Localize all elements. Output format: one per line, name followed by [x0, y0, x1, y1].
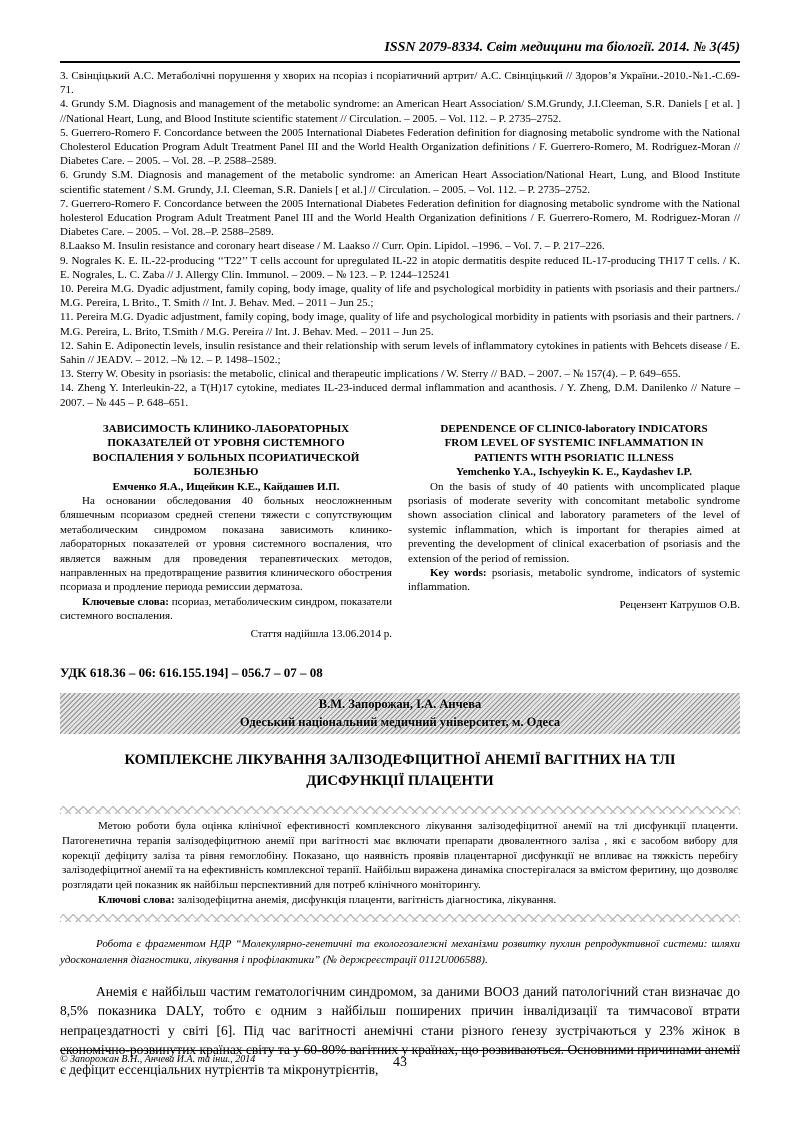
- abstract-en-title: DEPENDENCE OF CLINIC0-laboratory INDICATORS FROM LEVEL OF SYSTEMIC INFLAMMATION IN PATIENTS WITH PSORIATIC ILLNESS: [440, 422, 708, 464]
- zigzag-divider-bottom: [60, 914, 740, 922]
- abstract-ru-keywords-line: [60, 595, 392, 624]
- page-footer: [60, 1050, 740, 1070]
- abstracts-section: [60, 422, 740, 641]
- udk-code: УДК 618.36 – 06: 616.155.194] – 056.7 – 07 – 08: [60, 664, 323, 680]
- reference-item: 7. Guerrero-Romero F. Concordance between the 2005 International Diabetes Federation definition for diagnosing metabolic syndrome with the National holesterol Education Program Adult Treatment Panel III and the World Health Organization definitions / F. Guerrero-Romero, M. Rodriguez-Moran // Diabetes Care. – 2005. – Vol. 28.–P. 2588–2589.: [60, 197, 740, 239]
- reference-item: 10. Pereira M.G. Dyadic adjustment, family coping, body image, quality of life and psychological morbidity in patients with psoriasis and their partners./ M.G. Pereira, L Brito., T. Smith // Int. J. Behav. Med. – 2011 – Jun 25.;: [60, 283, 740, 310]
- abstract-en-body: On the basis of study of 40 patients with uncomplicated plaque psoriasis of moderate severity with concomitant metabolic syndrome shown association clinical and laboratory parameters of the level of systemic inflammation, which is important for therapies aimed at preventing the development of clinical exacerbation of psoriasis and the extension of the period of remission.: [408, 480, 740, 565]
- annotation-text: Метою роботи була оцінка клінічної ефективності комплексного лікування залізодефіцитної анемії на тлі дисфункції плаценти. Патогенетична терапія залізодефіцитною анемії при вагітності має включати препарати двовалентного заліза , які є засобом вибору для корекції дефіциту заліза та рівня гемоглобіну. Показано, що наявність проявів плацентарної дисфункції не впливає на тяжкість перебігу залізодефіцитної анемії та на ефективність комплексної терапії. Найбільш виражена динаміка спостерігалася за вмістом феритину, що дозволяє розглядати цей показник як найбільш перспективний для потреб клінічного моніторингу.: [62, 819, 738, 892]
- annotation-keywords-label: Ключові слова:: [98, 893, 175, 906]
- reference-item: 4. Grundy S.M. Diagnosis and management of the metabolic syndrome: an American Heart Association/ S.M.Grundy, J.I.Cleeman, S.R. Daniels [ et al. ] //National Heart, Lung, and Blood Institute scientific statement // Circulation. – 2005. – Vol. 112. – P. 2735–2752.: [60, 98, 740, 125]
- annotation-keywords: залізодефіцитна анемія, дисфункція плаценти, вагітність діагностика, лікування.: [177, 893, 557, 906]
- reference-item: 5. Guerrero-Romero F. Concordance between the 2005 International Diabetes Federation definition for diagnosing metabolic syndrome with the National Cholesterol Education Program Adult Treatment Panel III and the World Health Organization definitions / F. Guerrero-Romero, M. Rodriguez-Moran // Diabetes Care. – 2005. – Vol. 28. –P. 2588–2589.: [60, 126, 740, 168]
- reference-item: 11. Pereira M.G. Dyadic adjustment, family coping, body image, quality of life and psychological morbidity in patients with psoriasis and their partners. / M.G. Pereira, L. Brito, T.Smith / M.G. Pereira // Int. J. Behav. Med. – 2011 – Jun 25.: [60, 311, 740, 338]
- article-authors: В.М. Запорожан, І.А. Анчева: [318, 696, 482, 711]
- annotation-content: [60, 814, 740, 914]
- article-title: КОМПЛЕКСНЕ ЛІКУВАННЯ ЗАЛІЗОДЕФІЦИТНОЇ АНЕМІЇ ВАГІТНИХ НА ТЛІ ДИСФУНКЦІЇ ПЛАЦЕНТИ: [124, 751, 676, 789]
- reference-item: 12. Sahin E. Adiponectin levels, insulin resistance and their relationship with serum levels of inflammatory cytokines in patients with Behcets disease / E. Sahin // JEADV. – 2012. –№ 12. – P. 1498–1502.;: [60, 339, 740, 367]
- abstract-en-keywords-label: Key words:: [430, 566, 487, 579]
- abstract-ru-keywords: псориаз, метаболическим синдром, показатели системного воспаления.: [60, 595, 392, 623]
- reference-item: 9. Nograles K. E. IL-22-producing ‘‘T22’’ T cells account for upregulated IL-22 in atopic dermatitis despite reduced IL-17-producing TH17 T cells. / K. E. Nograles, L. C. Zaba // J. Allergy Clin. Immunol. – 2009. – № 123. – P. 1244–125241: [60, 254, 740, 281]
- zigzag-divider-top: [60, 806, 740, 814]
- abstract-ru-authors: Емченко Я.А., Ищейкин К.Е., Кайдашев И.П.: [112, 480, 340, 493]
- reference-item: 14. Zheng Y. Interleukin-22, a T(H)17 cytokine, mediates IL-23-induced dermal inflammation and acanthosis. / Y. Zheng, D.M. Danilenko // Nature – 2007. – № 445 – P. 648–651.: [60, 382, 740, 409]
- reference-item: 13. Sterry W. Obesity in psoriasis: the metabolic, clinical and therapeutic implications / W. Sterry // BAD. – 2007. – № 157(4). – P. 649–655.: [60, 368, 681, 381]
- abstract-english: [408, 422, 740, 641]
- article-authors-block: [60, 693, 740, 734]
- journal-header: ISSN 2079-8334. Світ медицини та біології. 2014. № 3(45): [60, 40, 740, 63]
- abstract-en-authors: Yemchenko Y.A., Ischyeykin K. E., Kaydashev I.P.: [456, 466, 692, 479]
- reference-item: 8.Laakso M. Insulin resistance and coronary heart disease / M. Laakso // Curr. Opin. Lipidol. –1996. – Vol. 7. – P. 217–226.: [60, 240, 605, 253]
- annotation-keywords-line: [62, 893, 738, 908]
- article-affiliation: Одеський національний медичний університет, м. Одеса: [239, 714, 561, 729]
- references-list: [60, 69, 740, 410]
- article-body-paragraph: Анемія є найбільш частим гематологічним синдромом, за даними ВООЗ даний патологічний стан визначає до 8,5% показника DALY, тобто є одним з найбільш поширених причин інвалідизації та тимчасової втрати непрацездатності у світі [6]. Під час вагітності анемічні стани різного ґенезу зустрічаються у 23% жінок в економічно-розвинутих країнах світу та у 60-80% вагітних у країнах, що розвиваються. Основними причинами анемії є дефіцит ессенціальних нутрієнтів та мікронутрієнтів,: [60, 983, 740, 1077]
- abstract-en-keywords-line: [408, 566, 740, 595]
- abstract-ru-keywords-label: Ключевые слова:: [82, 595, 169, 608]
- page-number: 43: [393, 1055, 407, 1070]
- reference-item: 3. Свінціцький А.С. Метаболічні порушення у хворих на псоріаз і псоріатичний артрит/ А.С. Свінціцький // Здоров’я України.-2010.-№1.-С.69-71.: [60, 70, 740, 97]
- research-project-note: Робота є фрагментом НДР “Молекулярно-генетичні та екологозалежні механізми розвитку пухлин репродуктивної системи: шляхи удосконалення діагностики, лікування і профілактики” (№ держреєстрації 0112U006588).: [60, 937, 740, 966]
- article-reviewer: Рецензент Катрушов О.В.: [619, 598, 740, 611]
- abstract-ru-body: На основании обследования 40 больных неосложненным бляшечным псориазом средней степени тяжести с сопутствующим метаболическим синдромом показана зависимоть клинико-лабораторных показателей от уровня системного воспаления, что является важным для проведения терапевтических методов, направленных на предотвращение развития клинического обострения псориаза и продление периода ремиссии дерматоза.: [60, 494, 392, 594]
- article-annotation: [60, 806, 740, 922]
- article-received-date: Стаття надійшла 13.06.2014 р.: [250, 627, 392, 640]
- abstract-ru-title: ЗАВИСИМОСТЬ КЛИНИКО-ЛАБОРАТОРНЫХ ПОКАЗАТЕЛЕЙ ОТ УРОВНЯ СИСТЕМНОГО ВОСПАЛЕНИЯ У БОЛЬНЫХ ПСОРИАТИЧЕСКОЙ БОЛЕЗНЬЮ: [92, 422, 360, 479]
- abstract-en-keywords: psoriasis, metabolic syndrome, indicators of systemic inflammation.: [408, 566, 741, 594]
- reference-item: 6. Grundy S.M. Diagnosis and management of the metabolic syndrome: an American Heart Association/National Heart, Lung, and Blood Institute scientific statement / S.M. Grundy, J.I. Cleeman, S.R. Daniels [ et al.] // Circulation. – 2005. – Vol. 112. – P. 2735–2752.: [60, 169, 740, 196]
- abstract-russian: [60, 422, 392, 641]
- copyright-line: © Запорожан В.Н., Анчева И.А. та інш., 2014: [60, 1054, 256, 1065]
